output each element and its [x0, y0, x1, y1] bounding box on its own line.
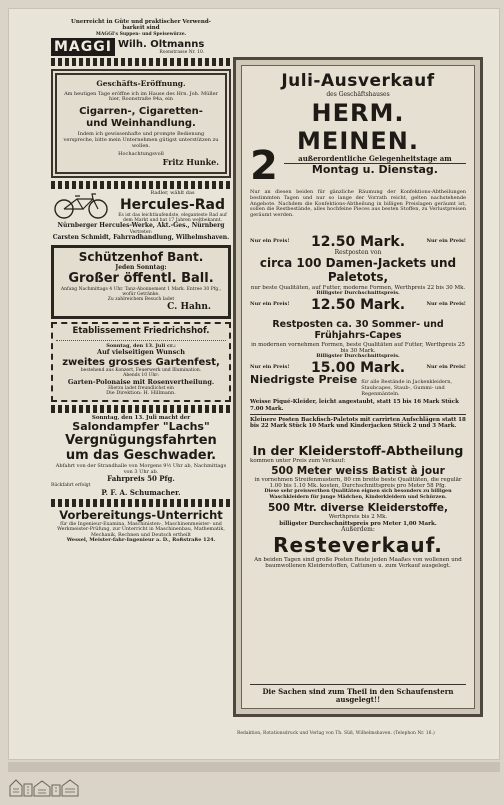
ausserdem: Außerdem: — [341, 526, 375, 534]
batist-text: in vornehmen Streifenmustern, 80 cm breite beste Qualitäten, die regulär 1.00 bis 1.10 Mk. kosten, Durchschnittspreis pro Meter 58 Pfg. — [254, 476, 462, 490]
ef-title: Etablissement Friedrichshof. — [72, 325, 210, 336]
ef-director: Die Direktion: H. Hillmann. — [106, 390, 176, 397]
sh-invite: Zu zahlreichem Besuch ladet — [107, 297, 175, 303]
fabric-headline: In der Kleiderstoff-Abtheilung — [252, 443, 464, 458]
sal-headline-2: um das Geschwader. — [65, 447, 217, 463]
sal-ship: Salondampfer "Lachs" — [72, 420, 210, 434]
salondampfer-ad — [51, 415, 231, 497]
days-names: Montag u. Dienstag. — [311, 163, 438, 177]
meinen-inner — [241, 65, 475, 709]
imprint: Redaktion, Rotationsdruck und Verlag von Th. Süß, Wilhelmshaven. (Telephon Nr. 16.) — [237, 731, 435, 736]
maggi-logo: MAGGI — [51, 38, 115, 56]
left-advert-column — [51, 19, 231, 739]
store-name: HERM. MEINEN. — [297, 99, 419, 156]
sal-price: Fahrpreis 50 Pfg. — [107, 474, 175, 484]
bicycle-icon — [51, 191, 111, 219]
p1-text: nur beste Qualitäten, auf Futter, moderne Formen, Werthpreis 22 bis 30 Mk. — [250, 284, 466, 291]
bike-intro: Radler, wählt das — [150, 190, 195, 197]
maggi-dealer: Wilh. Oltmanns — [117, 38, 205, 50]
price-row-1 — [250, 234, 466, 250]
sal-headline-1: Vergnügungsfahrten — [65, 433, 217, 448]
scan-edge — [8, 762, 500, 772]
shop-text: Am heutigen Tage eröffne ich im Hause des Hrn. Joh. Müller hier, Roonstraße 94a, ein — [64, 90, 218, 103]
lowest-prices — [250, 374, 466, 397]
ef-headline: zweites grosses Gartenfest, — [62, 356, 220, 368]
friedrichshof-ad — [51, 322, 231, 402]
stoffe-text: Werthpreis bis 2 Mk. — [328, 514, 388, 521]
stoffe-bill: billigster Durchschnittspreis pro Meter 1,00 Mark. — [279, 520, 437, 527]
sale-title: Juli-Ausverkauf — [281, 71, 435, 91]
hercules-ad — [51, 191, 231, 223]
price-4: 15.00 Mark. — [310, 360, 406, 377]
bike-agent-label: Vertreter: — [129, 230, 153, 236]
bike-maker: Nürnberger Hercules-Werke, Akt.-Ges., Nürnberg — [57, 222, 225, 230]
shop-text-2: Indem ich gewissenhafte und prompte Bedienung verspreche, bitte mein Unternehmen gütigst unterstützen zu wollen. — [63, 131, 219, 149]
price-tag-left: Nur ein Preis! — [250, 300, 290, 307]
n1-text: für alle Bestände in Jackenkleidern, Staubcapes, Staub-, Gummi- und Regenmänteln. — [361, 379, 453, 397]
price-tag-right: Nur ein Preis! — [426, 238, 466, 245]
ef-wish: Auf vielseitigen Wunsch — [97, 348, 185, 357]
maggi-intro — [51, 19, 231, 37]
stoffe-headline: 500 Mtr. diverse Kleiderstoffe, — [267, 502, 449, 515]
divider — [56, 340, 226, 341]
n3-text: Kleinere Posten Backfisch-Paletots mit carrirten Aufschlägen statt 18 bis 22 Mark Stück 10 Mark und Kinderjacken Stück 2 und 3 Mark. — [250, 416, 466, 430]
ef-date: Sonntag, den 13. Juli cr.: — [106, 342, 176, 349]
price-tag-left: Nur ein Preis! — [250, 238, 290, 245]
intro-text: Nur an diesen beiden für gänzliche Räumung der Konfektions-Abtheilungen bestimmten Tagen und nur so lange der Vorrath reicht, gelten nachstehende Angebote. Nachdem die Konfektions-Abtheilung in billigen Preislagen geräumt ist, sollen die Restbestände, alles hochfeine Pieces aus besten Stoffen, zu Verlustpreisen geräumt werden. — [250, 189, 466, 218]
vor-text: für die Ingenieur-Examina, Maschinisten-, Maschinenmeister- und Werkmeister-Prüfung, zur Unterricht in Maschinenbau, Mathematik, Mechanik, Rechnen und Deutsch ertheilt — [57, 521, 225, 538]
p3-bill: Billigster Durchschnittspreis. — [316, 353, 400, 360]
sale-subtitle: des Geschäftshauses — [326, 90, 390, 98]
ornament-border — [51, 499, 231, 507]
bike-brand: Hercules-Rad — [119, 196, 226, 213]
shop-headline-1: Cigarren-, Cigaretten- — [79, 106, 203, 118]
ef-time: Abends 10 Uhr: — [123, 373, 159, 379]
price-tag-left: Nur ein Preis! — [250, 364, 290, 371]
shop-opening-ad — [51, 69, 231, 178]
ornament-border — [51, 58, 231, 66]
closing-line: Die Sachen sind zum Theil in den Schaufenstern ausgelegt!! — [262, 687, 454, 705]
p3-text: in modernen vornehmen Formen, beste Qualitäten auf Futter, Werthpreis 25 bis 30 Mark. — [251, 341, 465, 355]
shop-sig-greeting: Hochachtungsvoll — [118, 151, 164, 158]
ornament-border — [51, 181, 231, 189]
p1-headline: circa 100 Damen-Jackets und Paletots, — [259, 255, 457, 284]
fabric-sub: kommen unter Preis zum Verkauf: — [250, 458, 346, 465]
price-row-2 — [250, 297, 466, 313]
p3-headline: Restposten ca. 30 Sommer- und Frühjahrs-Capes — [272, 319, 444, 341]
reste-text: An beiden Tagen sind große Posten Reste jeden Maaßes von wollenen und baumwollenen Kleiderstoffen, Cattunen u. zum Verkauf ausgelegt. — [254, 556, 462, 570]
price-tag-right: Nur ein Preis! — [426, 300, 466, 307]
sal-owner: P. F. A. Schumacher. — [101, 487, 181, 497]
shop-title: Geschäfts-Eröffnung. — [96, 78, 186, 88]
sal-note: Rückfahrt erfolgt — [51, 483, 91, 489]
sh-details: Anfang Nachmittags 4 Uhr. Tanz-Abonnement 1 Mark. Entree 30 Pfg., wofür Getränke. — [60, 286, 222, 298]
batist-note: Diese sehr preiswerthen Qualitäten eignen sich besonders zu billigen Waschkleidern für junge Mädchen, Kinderkleidern und Schürzen. — [264, 488, 452, 500]
meinen-advert — [233, 57, 483, 717]
sh-title: Schützenhof Bant. — [78, 250, 204, 265]
price-tag-right: Nur ein Preis! — [426, 364, 466, 371]
price-1: 12.50 Mark. — [310, 234, 406, 250]
shop-headline-2: und Weinhandlung. — [86, 117, 196, 129]
maggi-line2: barkeit sind — [122, 25, 160, 32]
sh-event: Großer öffentl. Ball. — [68, 271, 214, 287]
maggi-ad — [51, 38, 231, 56]
n1-headline: Niedrigste Preise — [250, 373, 358, 386]
ef-polonaise: Garten-Polonaise mit Rosenvertheilung. — [67, 377, 215, 386]
n2-text: Weisse Piqué-Kleider, leicht angestaubt, statt 15 bis 16 Mark Stück 7.00 Mark. — [250, 399, 459, 412]
batist-headline: 500 Meter weiss Batist à jour — [271, 464, 445, 477]
ef-invite: Hierzu ladet freundlichst ein — [108, 386, 174, 392]
maggi-line3: MAGGI's Suppen- und Speisewürze. — [95, 31, 187, 37]
price-2: 12.50 Mark. — [310, 296, 406, 313]
sal-date: Sonntag, den 13. Juli macht der — [91, 415, 191, 422]
bike-text: Es ist das leichtlaufendste, eleganteste Rad auf dem Markt und hat 17 Jahren weltbekannt. — [118, 213, 227, 224]
days-text: außerordentliche Gelegenheitstage am — [284, 155, 466, 164]
maggi-address: Roonstrasse Nr. 10. — [159, 50, 205, 55]
vorbereitung-ad — [51, 509, 231, 545]
shop-signature: Fritz Hunke. — [162, 157, 219, 168]
divider — [250, 414, 466, 415]
library-logo-icon — [8, 776, 80, 798]
ornament-border — [51, 405, 231, 413]
days-count: 2 — [250, 143, 278, 189]
p1-sub: Restposten von — [334, 249, 382, 257]
newspaper-page — [8, 8, 500, 760]
vor-address: Wessel, Meister-fahr-Ingenieur a. D., Roßstraße 124. — [66, 537, 216, 544]
reste-headline: Resteverkauf. — [273, 532, 443, 557]
bike-agent: Carsten Schmidt, Fahrradhandlung, Wilhelmshaven. — [52, 234, 230, 242]
p1-bill: Billigster Durchschnittspreis. — [316, 289, 400, 296]
schuetzenhof-ad — [51, 245, 231, 318]
sh-host: C. Hahn. — [167, 302, 211, 313]
maggi-line1: Unerreicht in Güte und praktischer Verwend- — [71, 19, 211, 25]
vor-title: Vorbereitungs-Unterricht — [59, 507, 223, 522]
sh-day: Jeden Sonntag: — [115, 264, 167, 272]
ef-sub: bestehend aus Konzert, Feuerwerk und Illumination. — [80, 368, 202, 374]
sal-time: Abfahrt von der Strandhalle von Morgens 9½ Uhr ab, Nachmittags von 3 Uhr ab. — [55, 462, 227, 475]
